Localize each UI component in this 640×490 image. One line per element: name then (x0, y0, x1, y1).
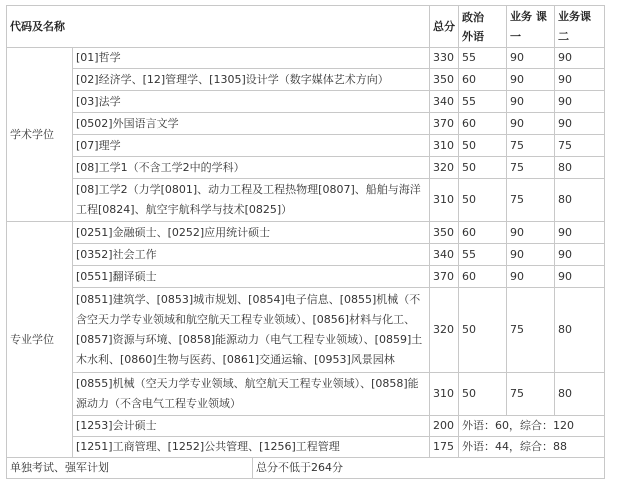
course-1-score: 75 (507, 157, 555, 179)
program-name: [1253]会计硕士 (73, 416, 430, 437)
score-table (6, 5, 605, 479)
total-score: 310 (430, 135, 459, 157)
table-row (7, 91, 605, 113)
course-1-score: 90 (507, 222, 555, 244)
table-row (7, 437, 605, 458)
table-row (7, 135, 605, 157)
header-politics-language: 政治 外语 (459, 6, 507, 48)
table-row (7, 69, 605, 91)
table-row (7, 222, 605, 244)
politics-score: 55 (459, 48, 507, 69)
total-score: 175 (430, 437, 459, 458)
politics-score: 60 (459, 113, 507, 135)
footer-label: 单独考试、强军计划 (7, 458, 253, 479)
politics-score: 60 (459, 69, 507, 91)
program-name: [0251]金融硕士、[0252]应用统计硕士 (73, 222, 430, 244)
course-2-score: 90 (555, 69, 605, 91)
politics-score: 55 (459, 244, 507, 266)
course-1-score: 90 (507, 91, 555, 113)
total-score: 320 (430, 288, 459, 373)
category-academic: 学术学位 (7, 48, 73, 222)
table-row (7, 113, 605, 135)
total-score: 350 (430, 222, 459, 244)
program-name: [1251]工商管理、[1252]公共管理、[1256]工程管理 (73, 437, 430, 458)
politics-score: 50 (459, 157, 507, 179)
program-name: [0551]翻译硕士 (73, 266, 430, 288)
course-1-score: 90 (507, 69, 555, 91)
total-score: 350 (430, 69, 459, 91)
table-row (7, 416, 605, 437)
politics-score: 60 (459, 222, 507, 244)
course-1-score: 90 (507, 113, 555, 135)
table-header-row (7, 6, 605, 48)
table-row (7, 244, 605, 266)
course-1-score: 90 (507, 48, 555, 69)
total-score: 340 (430, 91, 459, 113)
total-score: 310 (430, 179, 459, 222)
course-2-score: 90 (555, 222, 605, 244)
politics-score: 50 (459, 135, 507, 157)
course-1-score: 75 (507, 179, 555, 222)
program-name: [0502]外国语言文学 (73, 113, 430, 135)
course-1-score: 75 (507, 288, 555, 373)
politics-score: 55 (459, 91, 507, 113)
course-2-score: 80 (555, 288, 605, 373)
program-name: [0855]机械（空天力学专业领域、航空航天工程专业领域）、[0858]能源动力（不含电气工程专业领域） (73, 373, 430, 416)
course-2-score: 90 (555, 244, 605, 266)
course-1-score: 75 (507, 373, 555, 416)
course-1-score: 75 (507, 135, 555, 157)
total-score: 320 (430, 157, 459, 179)
course-2-score: 90 (555, 266, 605, 288)
header-course-2: 业务课二 (555, 6, 605, 48)
program-name: [02]经济学、[12]管理学、[1305]设计学（数字媒体艺术方向） (73, 69, 430, 91)
program-name: [01]哲学 (73, 48, 430, 69)
table-row (7, 48, 605, 69)
program-name: [03]法学 (73, 91, 430, 113)
header-course-1: 业务 课一 (507, 6, 555, 48)
politics-score: 50 (459, 179, 507, 222)
course-1-score: 90 (507, 266, 555, 288)
course-2-score: 90 (555, 91, 605, 113)
table-row (7, 157, 605, 179)
header-code-name: 代码及名称 (7, 6, 430, 48)
table-row (7, 179, 605, 222)
course-2-score: 80 (555, 157, 605, 179)
course-2-score: 80 (555, 179, 605, 222)
total-score: 200 (430, 416, 459, 437)
politics-score: 50 (459, 288, 507, 373)
program-name: [0851]建筑学、[0853]城市规划、[0854]电子信息、[0855]机械（不含空天力学专业领域和航空航天工程专业领域）、[0856]材料与化工、[0857]资源与环境、[0858]能源动力（电气工程专业领域）、[0859]土木水利、[0860]生物与医药、[0861]交通运输、[0953]风景园林 (73, 288, 430, 373)
score-note: 外语：44，综合：88 (459, 437, 605, 458)
total-score: 370 (430, 266, 459, 288)
table-row (7, 288, 605, 373)
total-score: 340 (430, 244, 459, 266)
course-2-score: 80 (555, 373, 605, 416)
program-name: [08]工学2（力学[0801]、动力工程及工程热物理[0807]、船舶与海洋工程[0824]、航空宇航科学与技术[0825]） (73, 179, 430, 222)
table-row (7, 373, 605, 416)
header-total: 总分 (430, 6, 459, 48)
politics-score: 60 (459, 266, 507, 288)
program-name: [0352]社会工作 (73, 244, 430, 266)
total-score: 330 (430, 48, 459, 69)
course-2-score: 90 (555, 113, 605, 135)
table-row (7, 266, 605, 288)
politics-score: 50 (459, 373, 507, 416)
category-professional: 专业学位 (7, 222, 73, 458)
score-note: 外语：60，综合：120 (459, 416, 605, 437)
total-score: 310 (430, 373, 459, 416)
program-name: [07]理学 (73, 135, 430, 157)
course-2-score: 90 (555, 48, 605, 69)
course-1-score: 90 (507, 244, 555, 266)
total-score: 370 (430, 113, 459, 135)
table-footer-row (7, 458, 605, 479)
footer-note: 总分不低于264分 (253, 458, 605, 479)
program-name: [08]工学1（不含工学2中的学科） (73, 157, 430, 179)
course-2-score: 75 (555, 135, 605, 157)
